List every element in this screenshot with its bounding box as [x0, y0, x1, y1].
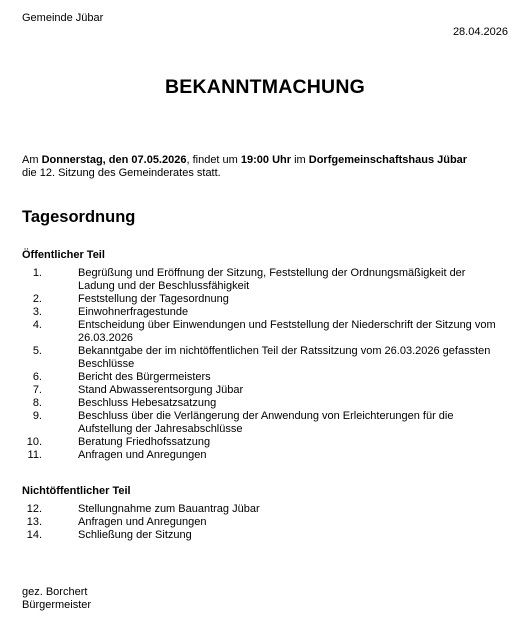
private-agenda-list — [22, 503, 522, 542]
agenda-item — [22, 345, 522, 371]
agenda-item-text: Beschluss Hebesatzsatzung — [78, 397, 217, 409]
agenda-item — [22, 319, 522, 345]
meeting-location: Dorfgemeinschaftshaus Jübar — [308, 154, 468, 166]
agenda-item-number: 11. — [27, 449, 42, 461]
agenda-item-number: 6. — [32, 371, 42, 383]
agenda-item-number: 13. — [26, 516, 42, 528]
agenda-item — [22, 384, 522, 397]
agenda-item-text: Schließung der Sitzung — [78, 529, 192, 541]
agenda-item — [22, 449, 522, 462]
public-section — [22, 249, 522, 462]
agenda-item-text: Beschluss über die Verlängerung der Anwendung von Erleichterungen für die Aufstellung der Jahresabschlüsse — [78, 410, 454, 435]
agenda-item-number: 7. — [32, 384, 42, 396]
agenda-item — [22, 397, 522, 410]
agenda-item-number: 5. — [32, 345, 42, 357]
public-section-title: Öffentlicher Teil — [22, 249, 105, 261]
agenda-item-number: 14. — [26, 529, 42, 541]
agenda-item — [22, 503, 522, 516]
agenda-item — [22, 516, 522, 529]
public-agenda-list — [22, 267, 522, 462]
agenda-item — [22, 371, 522, 384]
agenda-item-text: Stand Abwasserentsorgung Jübar — [78, 384, 244, 396]
agenda-item-text: Stellungnahme zum Bauantrag Jübar — [78, 503, 260, 515]
signature-title: Bürgermeister — [22, 599, 92, 611]
private-section-title: Nichtöffentlicher Teil — [22, 485, 131, 497]
intro-text-1: Am — [22, 154, 42, 166]
signature-block — [22, 586, 91, 612]
agenda-item-number: 10. — [26, 436, 42, 448]
agenda-item-number: 3. — [32, 306, 42, 318]
agenda-item-number: 2. — [32, 293, 42, 305]
agenda-item-number: 8. — [32, 397, 42, 409]
agenda-item-text: Begrüßung und Eröffnung der Sitzung, Feststellung der Ordnungsmäßigkeit der Ladung und der Beschlussfähigkeit — [78, 267, 466, 292]
agenda-item-text: Bekanntgabe der im nichtöffentlichen Teil der Ratssitzung vom 26.03.2026 gefassten Beschlüsse — [78, 345, 491, 370]
agenda-item-text: Anfragen und Anregungen — [78, 516, 207, 528]
intro-paragraph — [22, 154, 517, 180]
private-section — [22, 485, 522, 542]
agenda-item-text: Entscheidung über Einwendungen und Feststellung der Niederschrift der Sitzung vom 26.03.2026 — [78, 319, 496, 344]
agenda-item-number: 12. — [26, 503, 42, 515]
agenda-item-number: 1. — [32, 267, 42, 279]
agenda-item — [22, 410, 522, 436]
intro-text-3: im — [291, 154, 309, 166]
document-date: 28.04.2026 — [452, 26, 508, 38]
agenda-item — [22, 529, 522, 542]
document-title: BEKANNTMACHUNG — [165, 76, 365, 98]
agenda-item-text: Anfragen und Anregungen — [78, 449, 207, 461]
intro-text-2: , findet um — [186, 154, 241, 166]
agenda-item — [22, 436, 522, 449]
agenda-item-number: 4. — [32, 319, 42, 331]
agenda-item-number: 9. — [32, 410, 42, 422]
agenda-item-text: Feststellung der Tagesordnung — [78, 293, 229, 305]
agenda-item-text: Bericht des Bürgermeisters — [78, 371, 211, 383]
meeting-time: 19:00 Uhr — [240, 154, 292, 166]
agenda-item — [22, 267, 522, 293]
municipality-name: Gemeinde Jübar — [22, 12, 104, 24]
agenda-item — [22, 293, 522, 306]
intro-text-4: die 12. Sitzung des Gemeinderates statt. — [22, 167, 221, 179]
signature-name: gez. Borchert — [22, 586, 88, 598]
agenda-heading: Tagesordnung — [22, 208, 136, 226]
agenda-item-text: Einwohnerfragestunde — [78, 306, 189, 318]
meeting-date: Donnerstag, den 07.05.2026 — [41, 154, 187, 166]
agenda-item-text: Beratung Friedhofssatzung — [78, 436, 211, 448]
agenda-item — [22, 306, 522, 319]
